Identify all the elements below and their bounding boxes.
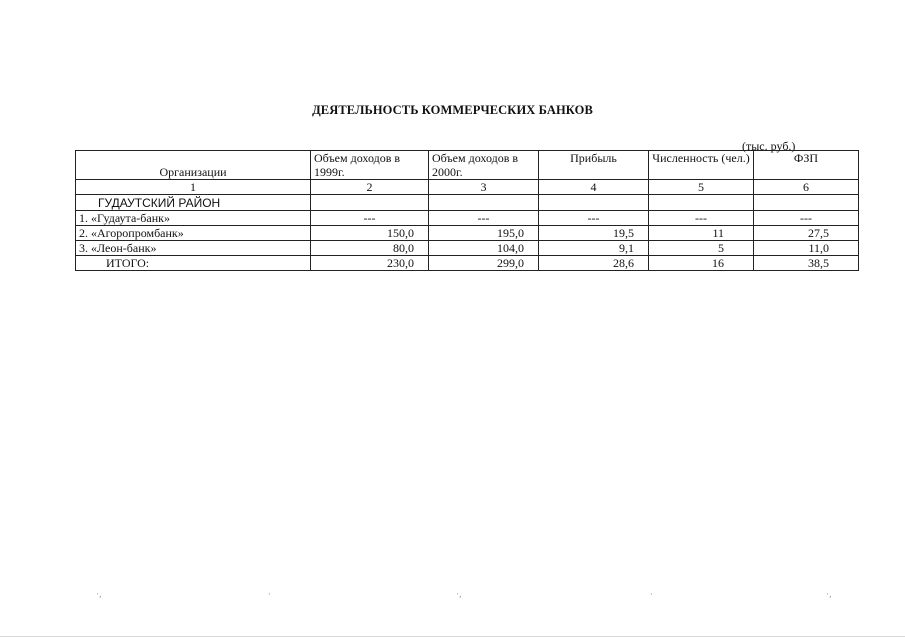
total-row xyxy=(76,256,859,271)
region-label: ГУДАУТСКИЙ РАЙОН xyxy=(76,195,311,211)
staff-cell: --- xyxy=(649,211,754,226)
income-1999-cell: 150,0 xyxy=(311,226,429,241)
total-staff: 16 xyxy=(649,256,754,271)
table-row xyxy=(76,211,859,226)
fzp-cell: 11,0 xyxy=(754,241,859,256)
income-1999-cell: 80,0 xyxy=(311,241,429,256)
income-1999-cell: --- xyxy=(311,211,429,226)
income-2000-cell: --- xyxy=(429,211,539,226)
total-fzp: 38,5 xyxy=(754,256,859,271)
profit-cell: 19,5 xyxy=(539,226,649,241)
header-staff: Численность (чел.) xyxy=(649,151,754,180)
profit-cell: --- xyxy=(539,211,649,226)
scan-mark: ·, xyxy=(456,590,462,600)
header-profit: Прибыль xyxy=(539,151,649,180)
profit-cell: 9,1 xyxy=(539,241,649,256)
scan-mark: ·, xyxy=(826,590,832,600)
table-row xyxy=(76,226,859,241)
total-income-2000: 299,0 xyxy=(429,256,539,271)
total-profit: 28,6 xyxy=(539,256,649,271)
staff-cell: 11 xyxy=(649,226,754,241)
col-number: 5 xyxy=(649,180,754,195)
fzp-cell: --- xyxy=(754,211,859,226)
header-org: Организации xyxy=(76,151,311,180)
region-row xyxy=(76,195,859,211)
fzp-cell: 27,5 xyxy=(754,226,859,241)
scan-mark: · xyxy=(268,590,271,600)
table-row xyxy=(76,241,859,256)
scan-mark: ·, xyxy=(96,590,102,600)
col-number: 6 xyxy=(754,180,859,195)
header-income-2000: Объем доходов в 2000г. xyxy=(429,151,539,180)
header-income-1999: Объем доходов в 1999г. xyxy=(311,151,429,180)
header-row xyxy=(76,151,859,180)
org-name: 1. «Гудаута-банк» xyxy=(76,211,311,226)
staff-cell: 5 xyxy=(649,241,754,256)
column-number-row xyxy=(76,180,859,195)
total-income-1999: 230,0 xyxy=(311,256,429,271)
header-fzp: ФЗП xyxy=(754,151,859,180)
total-label: ИТОГО: xyxy=(76,256,311,271)
income-2000-cell: 195,0 xyxy=(429,226,539,241)
scan-mark: · xyxy=(650,590,653,600)
page-edge xyxy=(0,636,905,637)
income-2000-cell: 104,0 xyxy=(429,241,539,256)
col-number: 4 xyxy=(539,180,649,195)
banks-table xyxy=(75,150,859,271)
org-name: 3. «Леон-банк» xyxy=(76,241,311,256)
org-name: 2. «Агоропромбанк» xyxy=(76,226,311,241)
page-title: ДЕЯТЕЛЬНОСТЬ КОММЕРЧЕСКИХ БАНКОВ xyxy=(312,103,593,117)
col-number: 1 xyxy=(76,180,311,195)
col-number: 3 xyxy=(429,180,539,195)
units-note: (тыс. руб.) xyxy=(742,139,796,153)
col-number: 2 xyxy=(311,180,429,195)
